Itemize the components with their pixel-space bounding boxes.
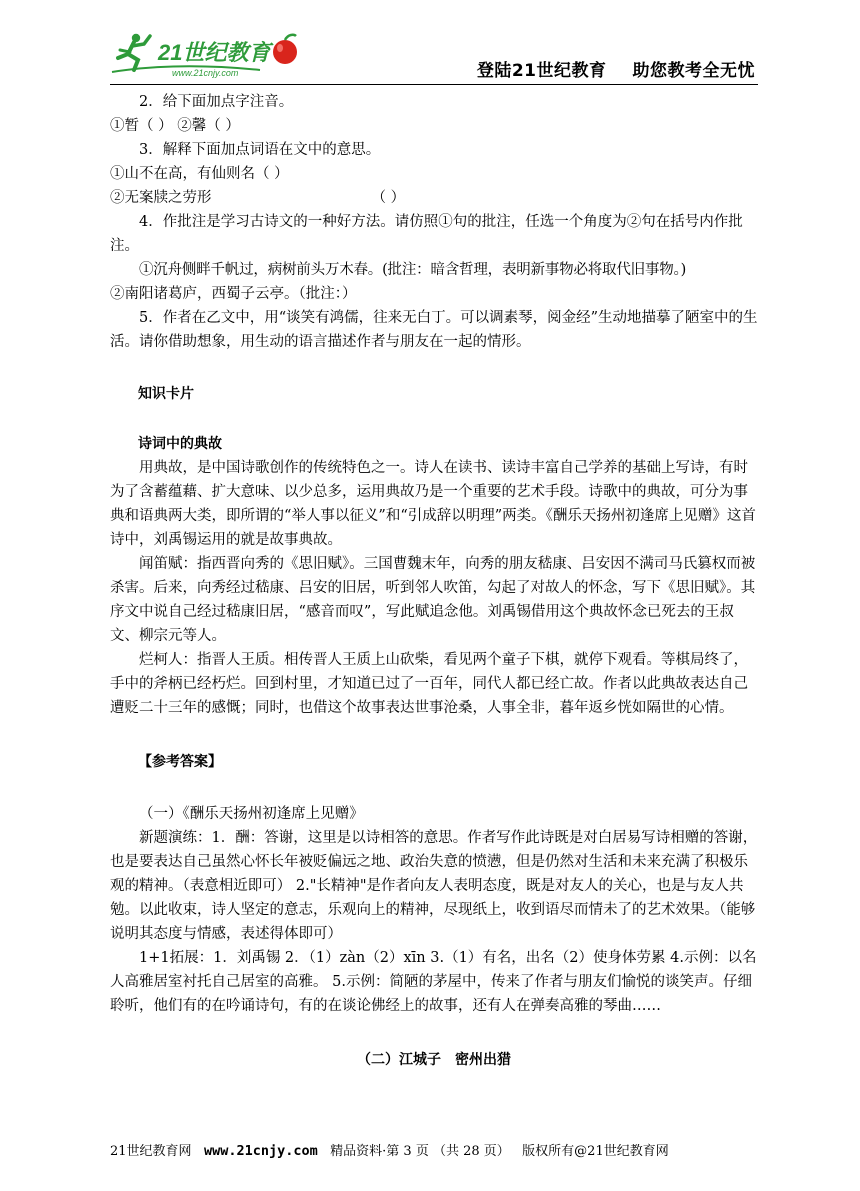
card-paragraph: 烂柯人：指晋人王质。相传晋人王质上山砍柴，看见两个童子下棋，就停下观看。等棋局终了，手中的斧柄已经朽烂。回到村里，才知道已过了一百年，同代人都已经亡故。作者以此典故表达自己遭贬二十三年的感慨；同时，也借这个故事表达世事沧桑，人事全非，暮年返乡恍如隔世的心情。 bbox=[110, 652, 748, 716]
answers-paragraph-2: 1+1拓展：1．刘禹锡 2．（1）zàn（2）xīn 3.（1）有名，出名（2）使身体劳累 4.示例：以名人高雅居室衬托自己居室的高雅。 5.示例：简陋的茅屋中，传来了作者与朋友们愉悦的谈笑声。仔细聆听，他们有的在吟诵诗句，有的在谈论佛经上的故事，还有人在弹奏高雅的琴曲…… bbox=[110, 950, 757, 1014]
answers-section-2-title: （二）江城子 密州出猎 bbox=[357, 1052, 511, 1068]
question-2-items: ①暂（ ） ②馨（ ） bbox=[110, 118, 240, 134]
slogan-right: 助您教考全无忧 bbox=[632, 61, 755, 81]
card-heading: 知识卡片 bbox=[138, 386, 194, 402]
answers-heading: 【参考答案】 bbox=[138, 754, 222, 770]
footer-url: www.21cnjy.com bbox=[203, 1143, 318, 1159]
site-logo bbox=[110, 30, 305, 80]
answers-paragraph-1: 新题演练：1．酬：答谢，这里是以诗相答的意思。作者写作此诗既是对白居易写诗相赠的答谢，也是要表达自己虽然心怀长年被贬偏远之地、政治失意的愤懑，但是仍然对生活和未来充满了积极乐观的精神。（表意相近即可） 2."长精神"是作者向友人表明态度，既是对友人的关心，也是与友人共勉。以此收束，诗人坚定的意志，乐观向上的精神，尽现纸上，收到语尽而情未了的艺术效果。（能够说明其态度与情感，表述得体即可） bbox=[110, 830, 758, 942]
card-subheading: 诗词中的典故 bbox=[138, 436, 222, 452]
logo-graphic bbox=[110, 30, 305, 80]
question-3-item-2: ②无案牍之劳形 （ ） bbox=[110, 190, 406, 206]
main-content bbox=[110, 90, 758, 1072]
question-3: 3．解释下面加点词语在文中的意思。 bbox=[139, 142, 381, 158]
slogan-left: 登陆21世纪教育 bbox=[476, 61, 607, 81]
page-footer bbox=[110, 1140, 758, 1159]
card-body bbox=[110, 456, 758, 720]
header-divider bbox=[110, 84, 758, 85]
answers-section-1-title: （一）《酬乐天扬州初逢席上见赠》 bbox=[139, 806, 364, 822]
card-paragraph: 闻笛赋：指西晋向秀的《思旧赋》。三国曹魏末年，向秀的朋友嵇康、吕安因不满司马氏篡权而被杀害。后来，向秀经过嵇康、吕安的旧居，听到邻人吹笛，勾起了对故人的怀念，写下《思旧赋》。其序文中说自己经过嵇康旧居，“感音而叹”，写此赋追念他。刘禹锡借用这个典故怀念已死去的王叔文、柳宗元等人。 bbox=[110, 556, 756, 644]
logo-text: 21世纪教育 bbox=[158, 40, 271, 65]
question-5: 5．作者在乙文中，用“谈笑有鸿儒，往来无白丁。可以调素琴，阅金经”生动地描摹了陋室中的生活。请你借助想象，用生动的语言描述作者与朋友在一起的情形。 bbox=[110, 310, 758, 350]
question-4: 4．作批注是学习古诗文的一种好方法。请仿照①句的批注，任选一个角度为②句在括号内作批注。 bbox=[110, 214, 743, 254]
apple-icon bbox=[273, 35, 297, 64]
footer-page-info: 精品资料·第 3 页 （共 28 页） bbox=[330, 1144, 510, 1159]
question-3-item-1: ①山不在高，有仙则名（ ） bbox=[110, 166, 289, 182]
question-4-task: ②南阳诸葛庐，西蜀子云亭。（批注：） bbox=[110, 286, 357, 302]
question-2: 2．给下面加点字注音。 bbox=[139, 94, 294, 110]
header-slogan bbox=[477, 56, 755, 81]
page-header bbox=[110, 28, 755, 84]
footer-copyright: 版权所有@21世纪教育网 bbox=[522, 1144, 669, 1159]
footer-site: 21世纪教育网 bbox=[110, 1144, 192, 1159]
card-paragraph: 用典故，是中国诗歌创作的传统特色之一。诗人在读书、读诗丰富自己学养的基础上写诗，有时为了含蓄蕴藉、扩大意味、以少总多，运用典故乃是一个重要的艺术手段。诗歌中的典故，可分为事典和语典两大类，即所谓的“举人事以征义”和“引成辞以明理”两类。《酬乐天扬州初逢席上见赠》这首诗中，刘禹锡运用的就是故事典故。 bbox=[110, 460, 756, 548]
logo-url: www.21cnjy.com bbox=[172, 68, 239, 78]
question-4-example: ①沉舟侧畔千帆过，病树前头万木春。(批注：暗含哲理，表明新事物必将取代旧事物。) bbox=[139, 262, 687, 278]
